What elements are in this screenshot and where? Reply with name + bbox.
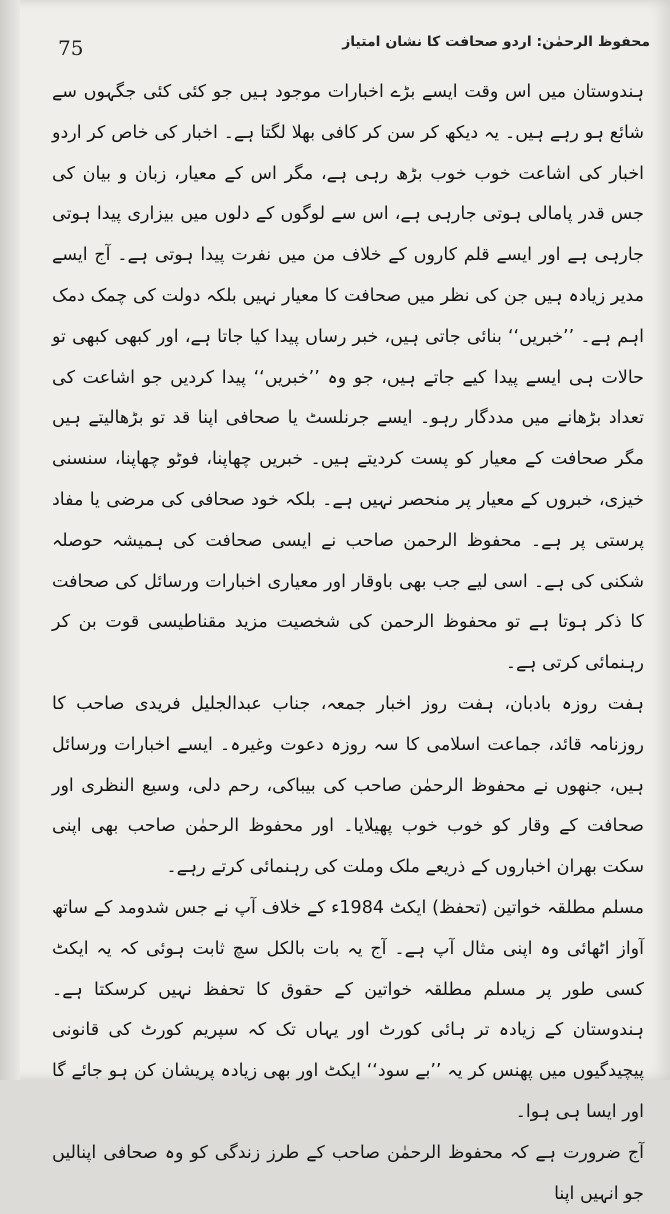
page-number: 75: [58, 36, 84, 60]
running-title: محفوظ الرحمٰن: اردو صحافت کا نشان امتیاز: [342, 34, 650, 50]
paragraph-3: مسلم مطلقہ خواتین (تحفظ) ایکٹ 1984ء کے خلاف آپ نے جس شدومد کے ساتھ آواز اٹھائی وہ اپنی مثال آپ ہے۔ آج یہ بات بالکل سچ ثابت ہوئی کہ یہ ایکٹ کسی طور پر مسلم مطلقہ خواتین کے حقوق کا تحفظ نہیں کرسکتا ہے۔ ہندوستان کے زیادہ تر ہائی کورٹ اور یہاں تک کہ سپریم کورٹ کی قانونی پیچیدگیوں میں پھنس کر یہ ’’بے سود‘‘ ایکٹ اور بھی زیادہ پریشان کن ہو جائے گا اور ایسا ہی ہوا۔: [52, 897, 644, 1122]
paragraph-1: ہندوستان میں اس وقت ایسے بڑے اخبارات موجود ہیں جو کئی کئی جگہوں سے شائع ہو رہے ہیں۔ یہ دیکھ کر سن کر کافی بھلا لگتا ہے۔ اخبار کی خاص کر اردو اخبار کی اشاعت خوب خوب بڑھ رہی ہے، مگر اس کے معیار، زبان و بیان کی جس قدر پامالی ہوتی جارہی ہے، اس سے لوگوں کے دلوں میں بیزاری پیدا ہوتی جارہی ہے اور ایسے قلم کاروں کے خلاف من میں نفرت پیدا ہوتی ہے۔ آج ایسے مدیر زیادہ ہیں جن کی نظر میں صحافت کا معیار نہیں بلکہ دولت کی چمک دمک اہم ہے۔ ’’خبریں‘‘ بنائی جاتی ہیں، خبر رساں پیدا کیا جاتا ہے، اور کبھی کبھی تو حالات ہی ایسے پیدا کیے جاتے ہیں، جو وہ ’’خبریں‘‘ پیدا کردیں جو اشاعت کی تعداد بڑھانے میں مددگار رہو۔ ایسے جرنلسٹ یا صحافی اپنا قد تو بڑھالیتے ہیں مگر صحافت کے معیار کو پست کردیتے ہیں۔ خبریں چھاپنا، فوٹو چھاپنا، سنسنی خیزی، خبروں کے معیار پر منحصر نہیں ہے۔ بلکہ خود صحافی کی مرضی یا مفاد پرستی پر ہے۔ محفوظ الرحمن صاحب نے ایسی صحافت کی ہمیشہ حوصلہ شکنی کی ہے۔ اسی لیے جب بھی باوقار اور معیاری اخبارات ورسائل کی صحافت کا ذکر ہوتا ہے تو محفوظ الرحمن کی شخصیت مزید مقناطیسی قوت بن کر رہنمائی کرتی ہے۔: [52, 82, 644, 674]
paragraph-2: ہفت روزہ بادبان، ہفت روز اخبار جمعہ، جناب عبدالجلیل فریدی صاحب کا روزنامہ قائد، جماعت اسلامی کا سہ روزہ دعوت وغیرہ۔ ایسے اخبارات ورسائل ہیں، جنھوں نے محفوظ الرحمٰن صاحب کی بیباکی، رحم دلی، وسیع النظری اور صحافت کے وقار کو خوب خوب پھیلایا۔ اور محفوظ الرحمٰن صاحب بھی اپنی سکت بھران اخباروں کے ذریعے ملک وملت کی رہنمائی کرتے رہے۔: [52, 693, 644, 878]
article-body: [52, 72, 644, 1214]
page-binding-edge: [0, 0, 20, 1080]
page-header: [50, 30, 650, 64]
paragraph-4: آج ضرورت ہے کہ محفوظ الرحمٰن صاحب کے طرز زندگی کو وہ صحافی اپنالیں جو انہیں اپنا: [52, 1142, 644, 1204]
